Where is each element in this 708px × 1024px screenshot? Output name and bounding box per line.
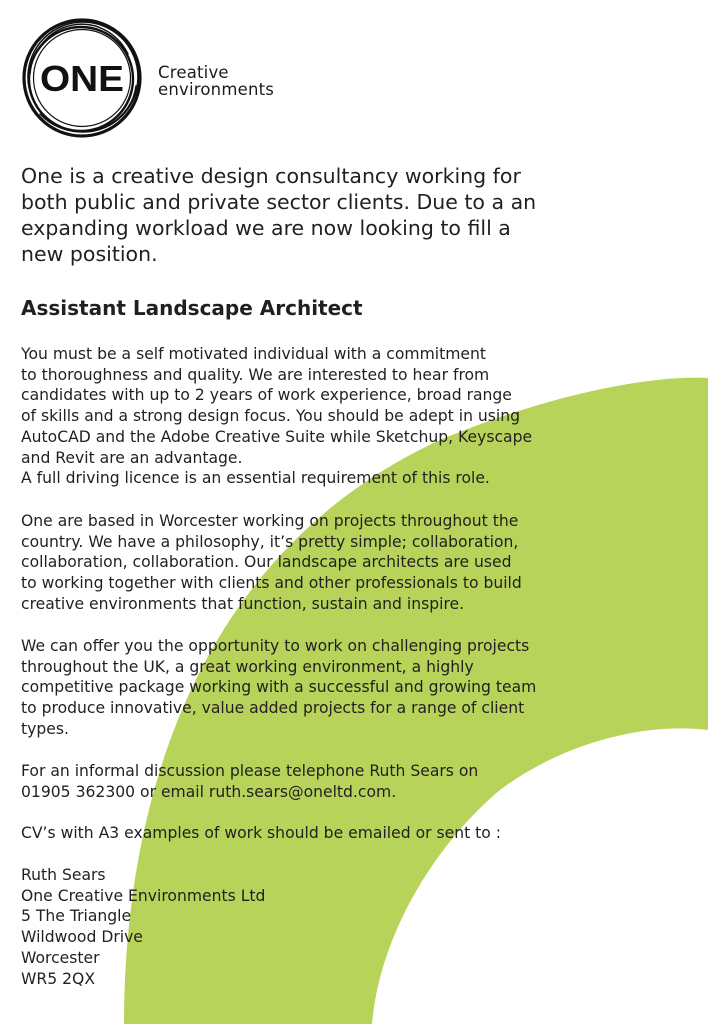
cv-note [21,823,501,844]
text-line: We can offer you the opportunity to work on challenging projects [21,637,530,655]
one-logo-icon [18,14,146,142]
brand-line: Creative [158,63,229,82]
address-line: Ruth Sears [21,866,106,884]
text-line: candidates with up to 2 years of work experience, broad range [21,386,512,405]
brand-line: environments [158,80,275,99]
text-line: to produce innovative, value added projects for a range of client [21,699,525,718]
logo-text: ONE [40,58,124,99]
contact-paragraph [21,761,478,802]
address-line: Wildwood Drive [21,928,143,947]
job-title-heading: Assistant Landscape Architect [21,296,363,320]
offer-paragraph [21,636,536,740]
text-line: both public and private sector clients. Due to a an [21,190,537,214]
text-line: to working together with clients and other professionals to build [21,574,522,593]
text-line: One is a creative design consultancy working for [21,164,521,188]
text-line: and Revit are an advantage. [21,448,243,467]
text-line: to thoroughness and quality. We are interested to hear from [21,365,490,384]
requirements-paragraph [21,344,532,489]
intro-paragraph [21,163,621,267]
text-line: competitive package working with a successful and growing team [21,678,537,697]
text-line: CV’s with A3 examples of work should be emailed or sent to : [21,824,502,842]
text-line: One are based in Worcester working on projects throughout the [21,512,519,530]
brand-name [158,64,274,98]
postal-address [21,865,265,989]
text-line: For an informal discussion please telephone Ruth Sears on [21,762,479,780]
address-line: One Creative Environments Ltd [21,886,266,905]
address-line: WR5 2QX [21,969,96,988]
text-line: throughout the UK, a great working environment, a highly [21,657,474,676]
text-line: 01905 362300 or email ruth.sears@oneltd.com. [21,782,397,801]
text-line: expanding workload we are now looking to fill a [21,216,511,240]
text-line: country. We have a philosophy, it’s pretty simple; collaboration, [21,532,519,551]
text-line: creative environments that function, sustain and inspire. [21,594,465,613]
text-line: types. [21,719,69,738]
text-line: of skills and a strong design focus. You should be adept in using [21,407,521,426]
text-line: collaboration, collaboration. Our landscape architects are used [21,553,512,572]
text-line: AutoCAD and the Adobe Creative Suite while Sketchup, Keyscape [21,427,533,446]
company-paragraph [21,511,522,615]
text-line: new position. [21,242,158,266]
address-line: Worcester [21,948,100,967]
text-line: A full driving licence is an essential requirement of this role. [21,469,490,488]
text-line: You must be a self motivated individual with a commitment [21,345,486,363]
address-line: 5 The Triangle [21,907,132,926]
